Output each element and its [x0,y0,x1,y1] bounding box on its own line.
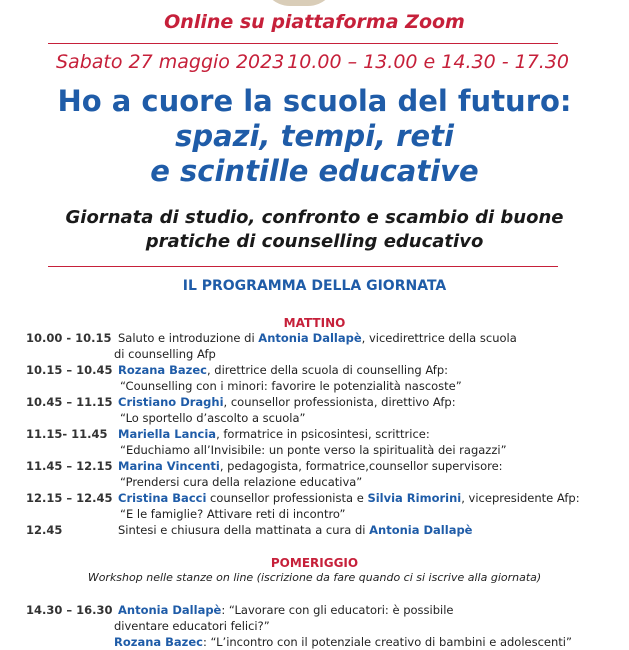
item-text: di counselling Afp [114,347,216,361]
item-text: “Educhiamo all’Invisibile: un ponte verso la spiritualità dei ragazzi” [120,443,507,457]
schedule-item [26,522,473,538]
speaker-name: Cristiano Draghi [118,395,224,409]
item-text: : “L’incontro con il potenziale creativo di bambini e adolescenti” [203,635,572,649]
program-title: IL PROGRAMMA DELLA GIORNATA [182,278,447,294]
item-time: 14.30 – 16.30 [26,603,113,617]
item-text: “E le famiglie? Attivare reti di incontro” [120,507,346,521]
title-line-2: spazi, tempi, reti [175,119,454,153]
schedule-item [26,634,572,650]
item-time: 10.00 - 10.15 [26,331,112,345]
item-text: Saluto e introduzione di [118,331,259,345]
item-text: , direttrice della scuola di counselling Afp: [207,363,449,377]
item-time: 10.45 – 11.15 [26,395,113,409]
item-text: , vicepresidente Afp: [461,491,580,505]
item-time: 12.15 – 12.45 [26,491,113,505]
schedule-item [26,490,580,522]
item-text: “Lo sportello d’ascolto a scuola” [120,411,306,425]
title-line-1: Ho a cuore la scuola del futuro: [57,84,572,118]
item-time: 12.45 [26,523,63,537]
item-text: “Prendersi cura della relazione educativa” [120,475,363,489]
title-line-3: e scintille educative [150,154,479,188]
speaker-name: Antonia Dallapè [369,523,473,537]
item-time: 11.45 – 12.15 [26,459,113,473]
item-text: , counsellor professionista, direttivo Afp: [223,395,456,409]
logo-emblem [262,0,336,6]
platform-label: Online su piattaforma Zoom [164,11,465,33]
speaker-name: Cristina Bacci [118,491,207,505]
item-text: , pedagogista, formatrice,counsellor supervisore: [219,459,503,473]
schedule-item [26,330,517,362]
speaker-name: Rozana Bazec [114,635,203,649]
schedule-item [26,394,456,426]
item-text: , formatrice in psicosintesi, scrittrice: [216,427,430,441]
speaker-name: Silvia Rimorini [367,491,462,505]
speaker-name: Antonia Dallapè [258,331,362,345]
schedule-item [26,362,462,394]
divider [48,266,558,267]
event-hours: 10.00 – 13.00 e 14.30 - 17.30 [287,51,569,73]
date-line [56,51,569,73]
schedule-item [26,458,503,490]
subtitle-line-2: pratiche di counselling educativo [145,231,484,252]
item-time: 11.15- 11.45 [26,427,108,441]
page-title [0,84,629,189]
subtitle [0,206,629,254]
afternoon-label: POMERIGGIO [270,556,359,570]
item-text: counsellor professionista e [206,491,368,505]
schedule-item [26,426,507,458]
schedule-item [26,602,453,634]
event-date: Sabato 27 maggio 2023 [56,51,285,73]
item-text: diventare educatori felici?” [114,619,270,633]
speaker-name: Antonia Dallapè [118,603,222,617]
divider [48,43,558,44]
speaker-name: Rozana Bazec [118,363,207,377]
speaker-name: Marina Vincenti [118,459,220,473]
item-text: Sintesi e chiusura della mattinata a cura di [118,523,370,537]
speaker-name: Mariella Lancia [118,427,217,441]
item-time: 10.15 – 10.45 [26,363,113,377]
subtitle-line-1: Giornata di studio, confronto e scambio di buone [65,207,564,228]
workshop-note: Workshop nelle stanze on line (iscrizione da fare quando ci si iscrive alla giornata) [87,571,542,584]
item-text: : “Lavorare con gli educatori: è possibile [221,603,454,617]
item-text: “Counselling con i minori: favorire le potenzialità nascoste” [120,379,462,393]
morning-label: MATTINO [283,316,346,330]
item-text: , vicedirettrice della scuola [361,331,517,345]
